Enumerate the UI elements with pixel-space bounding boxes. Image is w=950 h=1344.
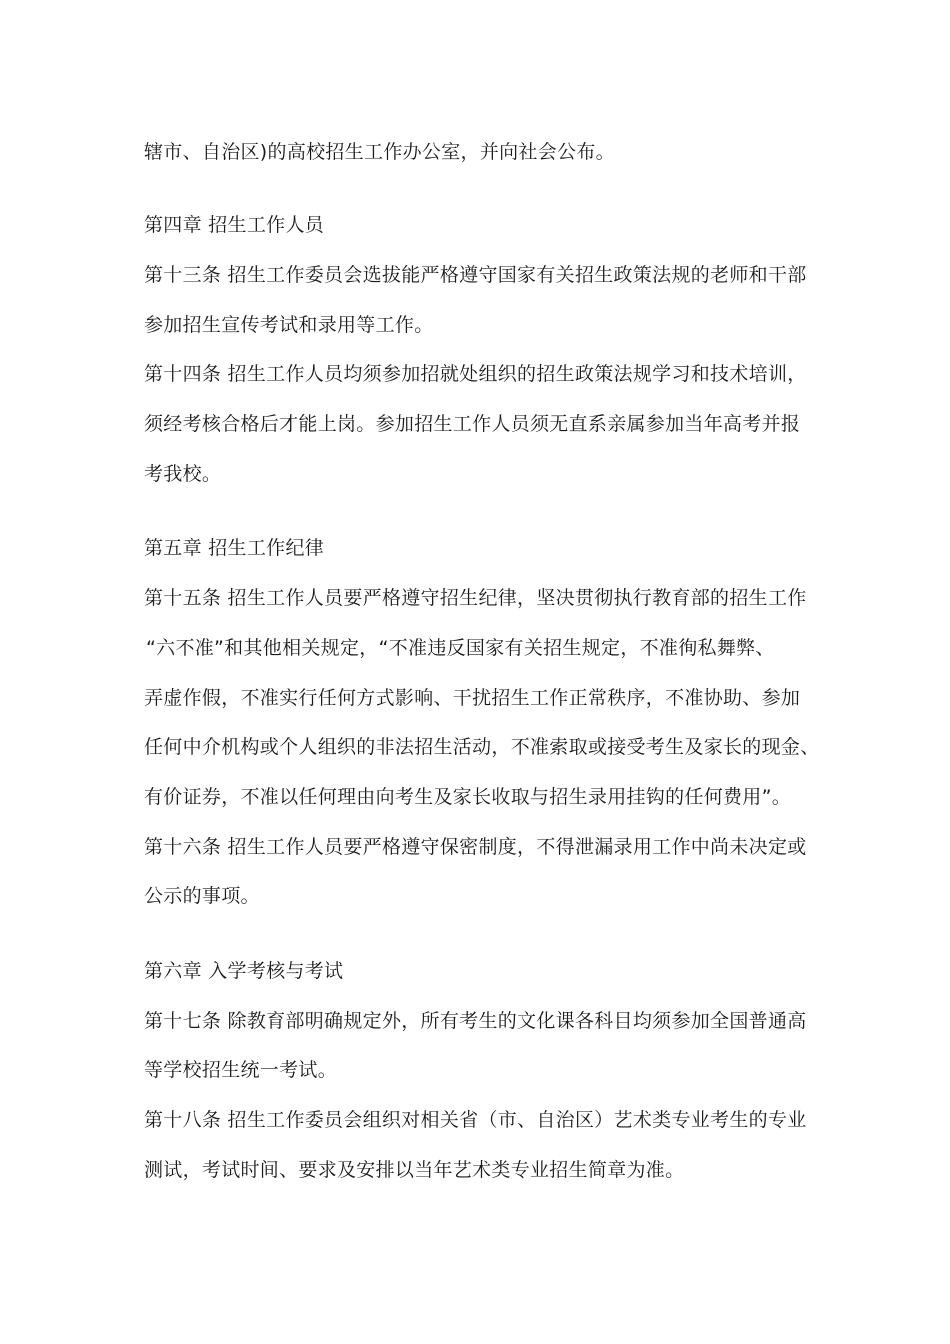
article-line: 第十四条 招生工作人员均须参加招就处组织的招生政策法规学习和技术培训， [144, 363, 807, 385]
text-line: 辖市、自治区)的高校招生工作办公室，并向社会公布。 [144, 141, 615, 163]
text-line: 测试，考试时间、要求及安排以当年艺术类专业招生简章为准。 [144, 1159, 685, 1181]
article-line: 第十八条 招生工作委员会组织对相关省（市、自治区）艺术类专业考生的专业 [144, 1109, 807, 1131]
text-line: 弄虚作假，不准实行任何方式影响、干扰招生工作正常秩序，不准协助、参加 [144, 687, 801, 709]
text-line: 须经考核合格后才能上岗。参加招生工作人员须无直系亲属参加当年高考并报 [144, 413, 801, 435]
text-line: 等学校招生统一考试。 [144, 1059, 338, 1081]
text-line: “六不准”和其他相关规定，“不准违反国家有关招生规定，不准徇私舞弊、 [146, 637, 775, 659]
chapter-heading: 第六章 入学考核与考试 [144, 960, 344, 982]
text-line: 参加招生宣传考试和录用等工作。 [144, 314, 434, 336]
chapter-heading: 第五章 招生工作纪律 [144, 537, 325, 559]
article-line: 第十六条 招生工作人员要严格遵守保密制度，不得泄漏录用工作中尚未决定或 [144, 836, 807, 858]
text-line: 有价证券，不准以任何理由向考生及家长收取与招生录用挂钩的任何费用”。 [144, 786, 792, 808]
text-line: 公示的事项。 [144, 885, 260, 907]
article-line: 第十七条 除教育部明确规定外，所有考生的文化课各科目均须参加全国普通高 [144, 1010, 807, 1032]
text-line: 任何中介机构或个人组织的非法招生活动，不准索取或接受考生及家长的现金、 [144, 736, 820, 758]
article-line: 第十三条 招生工作委员会选拔能严格遵守国家有关招生政策法规的老师和干部 [144, 264, 807, 286]
chapter-heading: 第四章 招生工作人员 [144, 214, 325, 236]
text-line: 考我校。 [144, 463, 222, 485]
article-line: 第十五条 招生工作人员要严格遵守招生纪律，坚决贯彻执行教育部的招生工作 [144, 587, 807, 609]
